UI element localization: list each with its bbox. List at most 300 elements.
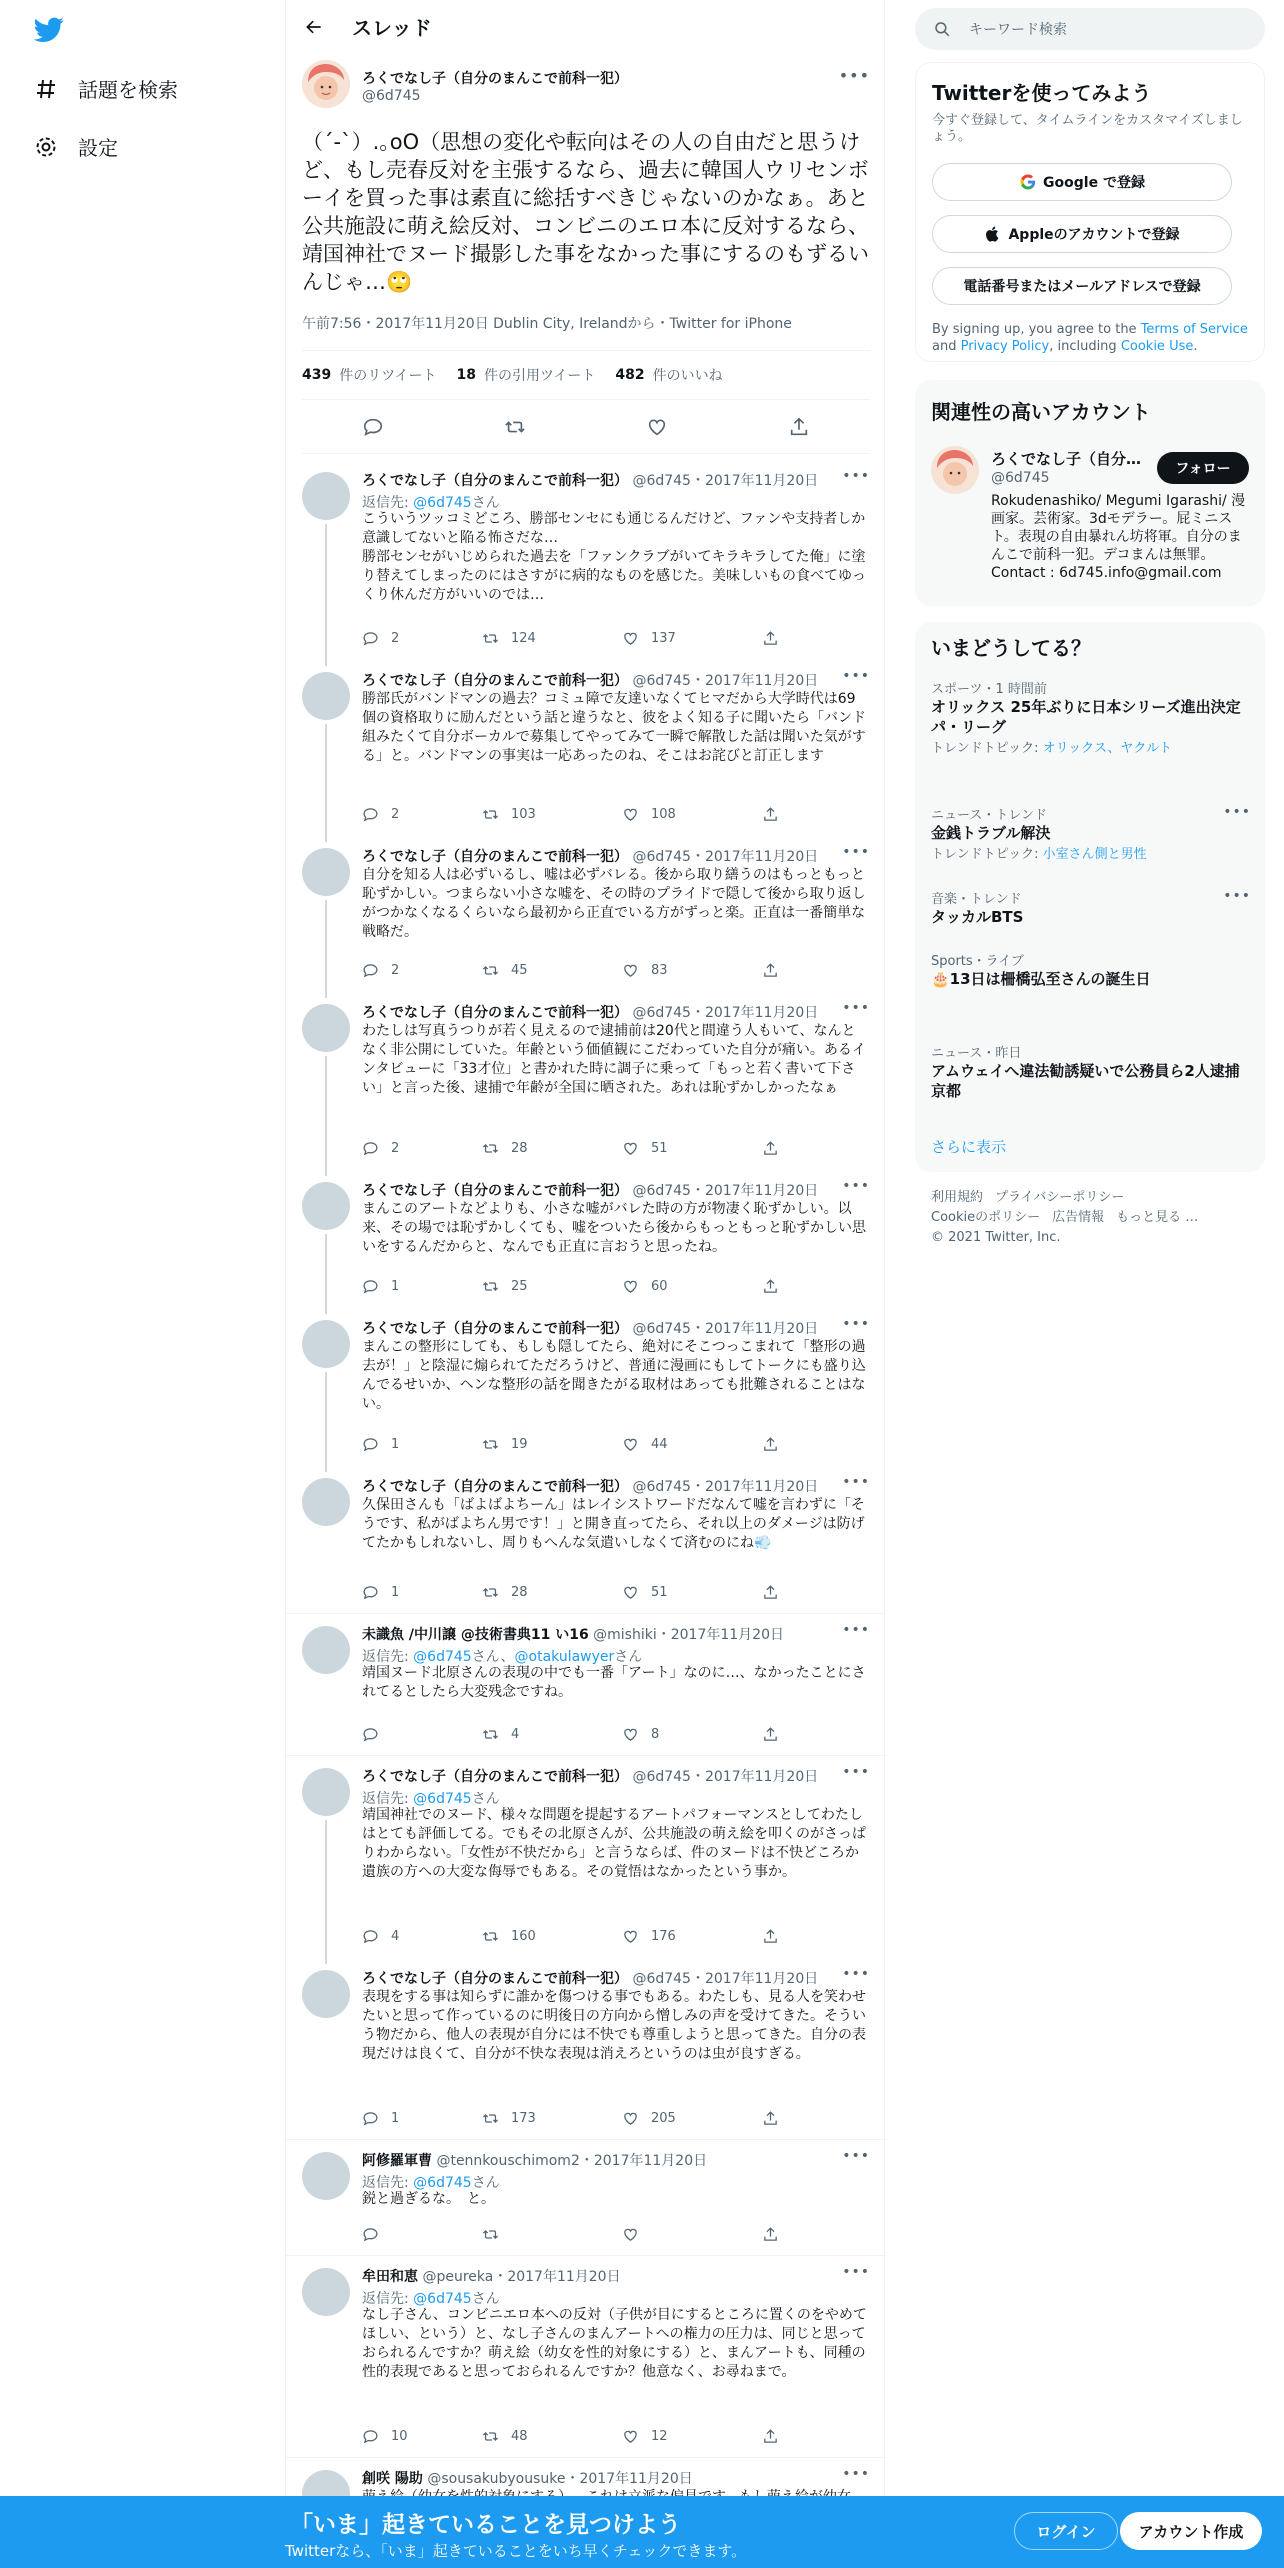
like-count[interactable]: 482: [615, 367, 645, 383]
related-name[interactable]: ろくでなし子（自分…: [991, 450, 1142, 468]
like-icon[interactable]: [622, 2226, 639, 2243]
avatar[interactable]: [302, 1320, 350, 1368]
more-icon[interactable]: •••: [842, 2264, 870, 2280]
reply-icon[interactable]: [362, 1278, 379, 1295]
retweet-icon[interactable]: [482, 630, 499, 647]
trend-category: Sports・ライブ: [931, 954, 1024, 969]
avatar[interactable]: [302, 60, 350, 108]
like-icon[interactable]: [622, 1436, 639, 1453]
footer-cookie[interactable]: Cookieのポリシー: [931, 1210, 1041, 1225]
footer-links: [931, 1188, 1261, 1248]
like-action[interactable]: [622, 2110, 676, 2127]
related-bio: Rokudenashiko/ Megumi Igarashi/ 漫画家。芸術家。3dモデラー。屁ミニスト。表現の自由暴れん坊将軍。自分のまんこで前科一犯。デコまんは無罪。Contact : 6d745.info@gmail.com: [991, 493, 1246, 581]
retweet-icon[interactable]: [482, 1928, 499, 1945]
avatar-face-icon: [931, 446, 979, 494]
reply-count: 2: [391, 1141, 400, 1156]
google-signup-button[interactable]: [932, 163, 1232, 201]
more-icon[interactable]: •••: [842, 668, 870, 684]
reply-to-prefix: 返信先:: [362, 1791, 414, 1807]
tweet-meta[interactable]: 午前7:56・2017年11月20日 Dublin City, Irelandから・Twitter for iPhone: [302, 316, 792, 332]
share-action[interactable]: [762, 2110, 791, 2127]
like-label[interactable]: 件のいいね: [652, 368, 723, 384]
avatar[interactable]: [302, 1768, 350, 1816]
reply-to-handle[interactable]: @6d745: [413, 2175, 472, 2191]
reply-tweet[interactable]: [286, 660, 886, 836]
share-icon[interactable]: [762, 630, 779, 647]
terms-text-3: , including: [1049, 339, 1121, 354]
share-icon[interactable]: [762, 1436, 779, 1453]
signup-terms: [932, 321, 1252, 355]
reply-icon[interactable]: [362, 2110, 379, 2127]
signup-button[interactable]: アカウント作成: [1120, 2512, 1262, 2550]
reply-tweet[interactable]: [286, 1466, 886, 1614]
like-action[interactable]: [622, 962, 668, 979]
avatar[interactable]: [302, 2152, 350, 2200]
share-action[interactable]: [762, 806, 791, 823]
reply-action[interactable]: [362, 1278, 399, 1295]
reply-author-handle[interactable]: @6d745・2017年11月20日: [632, 673, 819, 689]
reply-to-handle[interactable]: @6d745: [413, 1649, 472, 1665]
like-icon[interactable]: [622, 1140, 639, 1157]
footer-ads[interactable]: 広告情報: [1052, 1210, 1105, 1225]
avatar[interactable]: [302, 2268, 350, 2316]
like-action[interactable]: [622, 1278, 668, 1295]
reply-author-handle[interactable]: @6d745・2017年11月20日: [632, 1971, 819, 1987]
reply-author-name[interactable]: ろくでなし子（自分のまんこで前科一犯）: [362, 1005, 628, 1021]
share-icon[interactable]: [762, 2110, 779, 2127]
reply-to-handle[interactable]: @6d745: [413, 495, 472, 511]
reply-author-name[interactable]: 未識魚 /中川譲 @技術書典11 い16: [362, 1627, 589, 1643]
reply-icon[interactable]: [362, 806, 379, 823]
privacy-policy-link[interactable]: Privacy Policy: [960, 339, 1050, 354]
retweet-icon[interactable]: [482, 1278, 499, 1295]
more-icon[interactable]: •••: [842, 1178, 870, 1194]
reply-author-handle[interactable]: @6d745・2017年11月20日: [632, 849, 819, 865]
reply-author-handle[interactable]: @6d745・2017年11月20日: [632, 1005, 819, 1021]
more-icon[interactable]: •••: [838, 66, 870, 85]
retweet-count: 25: [511, 1279, 528, 1294]
reply-actions: [362, 1726, 782, 1746]
footer-terms[interactable]: 利用規約: [931, 1190, 984, 1205]
google-signup-label: Google で登録: [1043, 175, 1145, 191]
like-count: 44: [651, 1437, 668, 1452]
reply-to: [362, 2288, 500, 2308]
retweet-action[interactable]: [482, 806, 536, 823]
retweet-icon[interactable]: [504, 416, 526, 438]
nav-explore[interactable]: [34, 74, 178, 103]
reply-action[interactable]: [362, 630, 399, 647]
share-icon[interactable]: [762, 806, 779, 823]
reply-actions: [362, 1928, 782, 1948]
retweet-count: 19: [511, 1437, 528, 1452]
reply-text: 表現をする事は知らずに誰かを傷つける事でもある。わたしも、見る人を笑わせたいと思って作っているのに明後日の方向から憎しみの声を受けてきた。そういう物だから、他人の表現が自分には不快でも尊重しようと思ってきた。自分の表現だけは良くて、自分が不快な表現は消えろというのは虫が良すぎる。: [362, 1989, 866, 2062]
retweet-action[interactable]: [482, 1928, 536, 1945]
terms-text-2: and: [932, 339, 961, 354]
reply-icon[interactable]: [362, 416, 384, 438]
share-icon[interactable]: [788, 416, 810, 438]
like-count: 108: [651, 807, 676, 822]
reply-author-handle[interactable]: @6d745・2017年11月20日: [632, 1183, 819, 1199]
nav-settings-label: 設定: [78, 136, 118, 160]
retweet-action[interactable]: [482, 962, 528, 979]
reply-text: まんこのアートなどよりも、小さな嘘がバレた時の方が物凄く恥ずかしい。以来、その場では恥ずかしくても、嘘をついたら後からもっともっと恥ずかしい思いをするんだからと、なんでも正直に言おうと思ったね。: [362, 1201, 866, 1255]
trend-item[interactable]: [931, 804, 1251, 862]
avatar[interactable]: [302, 1626, 350, 1674]
nav-settings[interactable]: [34, 132, 118, 161]
more-icon[interactable]: •••: [842, 1316, 870, 1332]
like-count: 137: [651, 631, 676, 646]
retweet-icon[interactable]: [482, 806, 499, 823]
reply-text: まんこの整形にしても、もしも隠してたら、絶対にそこつっこまれて「整形の過去が！」と陰湿に煽られてただろうけど、普通に漫画にもしてトークにも盛り込んでるせいか、ヘンな整形の話を聞きたがる取材はあっても批難されることはない。: [362, 1339, 866, 1412]
like-action[interactable]: [622, 1584, 668, 1601]
like-icon[interactable]: [622, 1928, 639, 1945]
bottom-signup-bar: [0, 2496, 1284, 2568]
avatar-face-icon: [302, 60, 350, 108]
avatar[interactable]: [302, 672, 350, 720]
like-icon[interactable]: [622, 2110, 639, 2127]
cookie-use-link[interactable]: Cookie Use: [1120, 339, 1194, 354]
more-icon[interactable]: •••: [1223, 804, 1251, 820]
retweet-action[interactable]: [482, 1278, 528, 1295]
author-handle[interactable]: @6d745: [362, 88, 421, 104]
like-action[interactable]: [622, 806, 676, 823]
reply-action[interactable]: [362, 806, 399, 823]
share-action[interactable]: [762, 1726, 791, 1743]
trend-category: ニュース・トレンド: [931, 808, 1048, 823]
reply-author-name[interactable]: 創咲 陽助: [362, 2471, 423, 2487]
reply-tweet[interactable]: [286, 1308, 886, 1466]
share-icon[interactable]: [762, 2226, 779, 2243]
reply-author-handle[interactable]: @6d745・2017年11月20日: [632, 473, 819, 489]
like-action[interactable]: [622, 2226, 651, 2243]
share-action[interactable]: [762, 1140, 791, 1157]
like-icon[interactable]: [646, 416, 668, 438]
like-count: 51: [651, 1585, 668, 1600]
more-icon[interactable]: •••: [842, 468, 870, 484]
avatar[interactable]: [302, 1478, 350, 1526]
reply-header: [362, 2468, 693, 2488]
share-icon[interactable]: [762, 1278, 779, 1295]
trend-item[interactable]: [931, 888, 1251, 927]
trend-item[interactable]: [931, 950, 1251, 989]
terms-text-1: By signing up, you agree to the: [932, 322, 1141, 337]
retweet-icon[interactable]: [482, 2428, 499, 2445]
bottom-subtitle: Twitterなら、「いま」起きていることをいち早くチェックできます。: [285, 2542, 747, 2560]
reply-author-name[interactable]: ろくでなし子（自分のまんこで前科一犯）: [362, 1971, 628, 1987]
phone-signup-button[interactable]: [932, 267, 1232, 305]
signup-card: [915, 62, 1265, 362]
reply-author-name[interactable]: ろくでなし子（自分のまんこで前科一犯）: [362, 1321, 628, 1337]
reply-actions: [362, 1140, 782, 1160]
reply-tweet[interactable]: [286, 2256, 886, 2458]
reply-actions: [362, 806, 782, 826]
quote-label[interactable]: 件の引用ツイート: [484, 368, 596, 384]
retweet-action[interactable]: [482, 630, 536, 647]
terms-of-service-link[interactable]: Terms of Service: [1140, 322, 1248, 337]
retweet-count[interactable]: 439: [302, 367, 332, 383]
avatar[interactable]: [302, 848, 350, 896]
retweet-count: 28: [511, 1141, 528, 1156]
reply-header: [362, 2150, 707, 2170]
reply-author-handle[interactable]: @6d745・2017年11月20日: [632, 1769, 819, 1785]
more-icon[interactable]: •••: [842, 2148, 870, 2164]
reply-author-name[interactable]: ろくでなし子（自分のまんこで前科一犯）: [362, 849, 628, 865]
footer-more[interactable]: もっと見る …: [1116, 1210, 1199, 1225]
like-action[interactable]: [622, 1928, 676, 1945]
reply-count: 1: [391, 2111, 400, 2126]
retweet-count: 28: [511, 1585, 528, 1600]
reply-author-name[interactable]: ろくでなし子（自分のまんこで前科一犯）: [362, 473, 628, 489]
retweet-count: 4: [511, 1727, 520, 1742]
reply-author-handle[interactable]: @peureka・2017年11月20日: [422, 2269, 621, 2285]
thread-line: [325, 524, 327, 666]
retweet-action[interactable]: [482, 2226, 511, 2243]
retweet-icon[interactable]: [482, 1436, 499, 1453]
retweet-icon[interactable]: [482, 1584, 499, 1601]
reply-action[interactable]: [362, 1436, 399, 1453]
more-icon[interactable]: •••: [842, 2466, 870, 2482]
reply-to-prefix: 返信先:: [362, 495, 414, 511]
author-name[interactable]: ろくでなし子（自分のまんこで前科一犯）: [362, 71, 628, 87]
reply-author-name[interactable]: ろくでなし子（自分のまんこで前科一犯）: [362, 1769, 628, 1785]
twitter-logo-icon[interactable]: [34, 14, 64, 44]
retweet-icon[interactable]: [482, 2226, 499, 2243]
reply-icon[interactable]: [362, 1436, 379, 1453]
reply-to: [362, 492, 500, 512]
reply-to-prefix: 返信先:: [362, 2291, 414, 2307]
retweet-action[interactable]: [482, 2110, 536, 2127]
reply-tweet[interactable]: [286, 460, 886, 660]
reply-text: 久保田さんも「ばよばよちーん」はレイシストワードだなんて嘘を言わずに「そうです、私がばよちん男です！」と開き直ってたら、それ以上のダメージは防げてたかもしれないし、周りもへんな気遣いしなくて済むのにね💨: [362, 1497, 865, 1551]
reply-author-name[interactable]: 阿修羅軍曹: [362, 2153, 432, 2169]
share-icon[interactable]: [762, 1140, 779, 1157]
trend-topic-label: トレンドトピック:: [931, 847, 1043, 862]
reply-action[interactable]: [362, 1726, 391, 1743]
like-count: 205: [651, 2111, 676, 2126]
reply-to-handle[interactable]: @6d745: [413, 2291, 472, 2307]
like-action[interactable]: [622, 630, 676, 647]
reply-actions: [362, 2428, 782, 2448]
reply-icon[interactable]: [362, 962, 379, 979]
retweet-icon[interactable]: [482, 1726, 499, 1743]
reply-icon[interactable]: [362, 2428, 379, 2445]
reply-header: [362, 470, 818, 490]
reply-tweet[interactable]: [286, 1756, 886, 1958]
reply-tweet[interactable]: [286, 1614, 886, 1756]
avatar[interactable]: [302, 1970, 350, 2018]
reply-author-handle[interactable]: @6d745・2017年11月20日: [632, 1479, 819, 1495]
reply-author-name[interactable]: ろくでなし子（自分のまんこで前科一犯）: [362, 673, 628, 689]
reply-to-suffix: さん: [471, 2175, 500, 2191]
reply-text: なし子さん、コンビニエロ本への反対（子供が目にするところに置くのをやめてほしい、という）と、なし子さんのまんアートへの権力の圧力は、同じと思っておられるんですか？萌え絵（幼女を性的対象にする）と、まんアートも、同種の性的表現であると思っておられるんですか？他意なく、お尋ねまで。: [362, 2307, 867, 2380]
trend-topics: [931, 843, 1251, 862]
reply-count: 1: [391, 1279, 400, 1294]
reply-icon[interactable]: [362, 2226, 379, 2243]
retweet-action[interactable]: [482, 1726, 519, 1743]
reply-action[interactable]: [362, 1140, 399, 1157]
like-icon[interactable]: [622, 1278, 639, 1295]
retweet-action[interactable]: [482, 1140, 528, 1157]
reply-actions: [362, 2226, 782, 2246]
share-action[interactable]: [762, 1436, 791, 1453]
more-icon[interactable]: •••: [842, 1966, 870, 1982]
share-action[interactable]: [762, 1928, 791, 1945]
reply-header: [362, 670, 818, 690]
more-icon[interactable]: •••: [842, 1764, 870, 1780]
trend-item[interactable]: [931, 1042, 1251, 1101]
reply-tweet[interactable]: [286, 992, 886, 1170]
reply-count: 2: [391, 631, 400, 646]
reply-to: [362, 1788, 500, 1808]
retweet-icon[interactable]: [482, 1140, 499, 1157]
reply-action[interactable]: [362, 962, 399, 979]
trend-item[interactable]: [931, 678, 1251, 756]
reply-action[interactable]: [362, 2110, 399, 2127]
trend-topic-link[interactable]: オリックス、ヤクルト: [1042, 741, 1173, 756]
show-more-link[interactable]: さらに表示: [931, 1138, 1007, 1156]
more-icon[interactable]: •••: [842, 1000, 870, 1016]
trend-topic-link[interactable]: 小室さん側と男性: [1042, 847, 1147, 862]
retweet-count: 103: [511, 807, 536, 822]
phone-signup-label: 電話番号またはメールアドレスで登録: [963, 279, 1201, 295]
reply-author-handle[interactable]: @mishiki・2017年11月20日: [593, 1627, 784, 1643]
retweet-action[interactable]: [482, 1436, 528, 1453]
retweet-action[interactable]: [482, 2428, 528, 2445]
like-icon[interactable]: [622, 630, 639, 647]
reply-to-prefix: 返信先:: [362, 2175, 414, 2191]
like-action[interactable]: [622, 2428, 668, 2445]
reply-icon[interactable]: [362, 1726, 379, 1743]
login-button[interactable]: ログイン: [1014, 2512, 1118, 2550]
page-title: スレッド: [352, 16, 432, 40]
bottom-title: 「いま」起きていることを見つけよう: [290, 2512, 681, 2538]
share-icon[interactable]: [762, 1584, 779, 1601]
reply-tweet[interactable]: [286, 2140, 886, 2256]
related-handle[interactable]: @6d745: [991, 470, 1050, 486]
avatar[interactable]: [302, 1182, 350, 1230]
trend-category: スポーツ・1 時間前: [931, 682, 1047, 697]
thread-line: [325, 1372, 327, 1472]
nav-explore-label: 話題を検索: [78, 78, 178, 102]
trend-category: 音楽・トレンド: [931, 892, 1022, 907]
reply-to-suffix: さん: [471, 1791, 500, 1807]
reply-header: [362, 846, 818, 866]
avatar[interactable]: [302, 1004, 350, 1052]
like-action[interactable]: [622, 1436, 668, 1453]
reply-count: 1: [391, 1437, 400, 1452]
reply-author-name[interactable]: 牟田和恵: [362, 2269, 418, 2285]
reply-icon[interactable]: [362, 1140, 379, 1157]
reply-to-handle-2[interactable]: @otakulawyer: [514, 1649, 615, 1665]
follow-button[interactable]: フォロー: [1157, 452, 1249, 484]
reply-tweet[interactable]: [286, 1958, 886, 2140]
reply-actions: [362, 1436, 782, 1456]
quote-count[interactable]: 18: [456, 367, 477, 383]
thread-line: [325, 900, 327, 998]
share-icon[interactable]: [762, 962, 779, 979]
like-action[interactable]: [622, 1140, 668, 1157]
more-icon[interactable]: •••: [1223, 888, 1251, 904]
reply-text: こういうツッコミどころ、勝部センセにも通じるんだけど、ファンや支持者しか意識してないと陥る怖さだな… 勝部センセがいじめられた過去を「ファンクラブがいてキラキラしてた俺」に塗り替えてしまったのにはさすがに病的なものを感じた。美味しいもの食べてゆっくり休んだ方がいいのでは…: [362, 511, 866, 603]
like-count: 8: [651, 1727, 660, 1742]
google-icon: [1019, 173, 1037, 191]
share-icon[interactable]: [762, 1928, 779, 1945]
share-icon[interactable]: [762, 2428, 779, 2445]
hashtag-icon: [34, 77, 58, 101]
like-action[interactable]: [622, 1726, 659, 1743]
reply-to-handle[interactable]: @6d745: [413, 1791, 472, 1807]
reply-action[interactable]: [362, 1928, 399, 1945]
share-action[interactable]: [762, 630, 791, 647]
reply-header: [362, 1624, 784, 1644]
reply-text: 靖国ヌード北原さんの表現の中でも一番「アート」なのに…、なかったことにされてるとしたら大変残念ですね。: [362, 1665, 866, 1700]
retweet-icon[interactable]: [482, 962, 499, 979]
trend-title: アムウェイへ違法勧誘疑いで公務員ら2人逮捕 京都: [931, 1062, 1240, 1100]
reply-count: 4: [391, 1929, 400, 1944]
share-action[interactable]: [762, 1584, 791, 1601]
avatar[interactable]: [302, 472, 350, 520]
like-icon[interactable]: [622, 962, 639, 979]
reply-author-name[interactable]: ろくでなし子（自分のまんこで前科一犯）: [362, 1479, 628, 1495]
search-input[interactable]: キーワード検索: [969, 22, 1067, 38]
reply-icon[interactable]: [362, 1584, 379, 1601]
thread-line: [325, 1234, 327, 1314]
related-avatar[interactable]: [931, 446, 979, 494]
share-action[interactable]: [762, 1278, 791, 1295]
retweet-count: 45: [511, 963, 528, 978]
reply-actions: [362, 962, 782, 982]
retweet-icon[interactable]: [482, 2110, 499, 2127]
retweet-action[interactable]: [482, 1584, 528, 1601]
reply-action[interactable]: [362, 2226, 391, 2243]
share-action[interactable]: [762, 2428, 791, 2445]
reply-author-handle[interactable]: @6d745・2017年11月20日: [632, 1321, 819, 1337]
back-arrow-icon[interactable]: [304, 17, 324, 37]
reply-tweet[interactable]: [286, 1170, 886, 1308]
reply-icon[interactable]: [362, 630, 379, 647]
reply-icon[interactable]: [362, 1928, 379, 1945]
trends-title: いまどうしてる？: [931, 636, 1091, 660]
footer-privacy[interactable]: プライバシーポリシー: [995, 1190, 1125, 1205]
more-icon[interactable]: •••: [842, 1622, 870, 1638]
share-action[interactable]: [762, 962, 791, 979]
reply-action[interactable]: [362, 2428, 408, 2445]
reply-tweet[interactable]: [286, 836, 886, 992]
share-action[interactable]: [762, 2226, 791, 2243]
like-icon[interactable]: [622, 2428, 639, 2445]
like-icon[interactable]: [622, 806, 639, 823]
like-icon[interactable]: [622, 1726, 639, 1743]
thread-line: [325, 1820, 327, 1964]
reply-author-name[interactable]: ろくでなし子（自分のまんこで前科一犯）: [362, 1183, 628, 1199]
reply-author-handle[interactable]: @tennkouschimom2・2017年11月20日: [436, 2153, 708, 2169]
search-box[interactable]: [915, 8, 1265, 50]
reply-to-suffix: さん、: [471, 1649, 515, 1665]
reply-action[interactable]: [362, 1584, 399, 1601]
retweet-count: 160: [511, 1929, 536, 1944]
retweet-label[interactable]: 件のリツイート: [339, 368, 437, 384]
apple-signup-button[interactable]: [932, 215, 1232, 253]
related-accounts-card: [915, 380, 1265, 606]
more-icon[interactable]: •••: [842, 844, 870, 860]
thread-line: [325, 724, 327, 842]
trend-category: ニュース・昨日: [931, 1046, 1022, 1061]
more-icon[interactable]: •••: [842, 1474, 870, 1490]
share-icon[interactable]: [762, 1726, 779, 1743]
like-icon[interactable]: [622, 1584, 639, 1601]
reply-author-handle[interactable]: @sousakubyousuke・2017年11月20日: [427, 2471, 693, 2487]
reply-count: 10: [391, 2429, 408, 2444]
